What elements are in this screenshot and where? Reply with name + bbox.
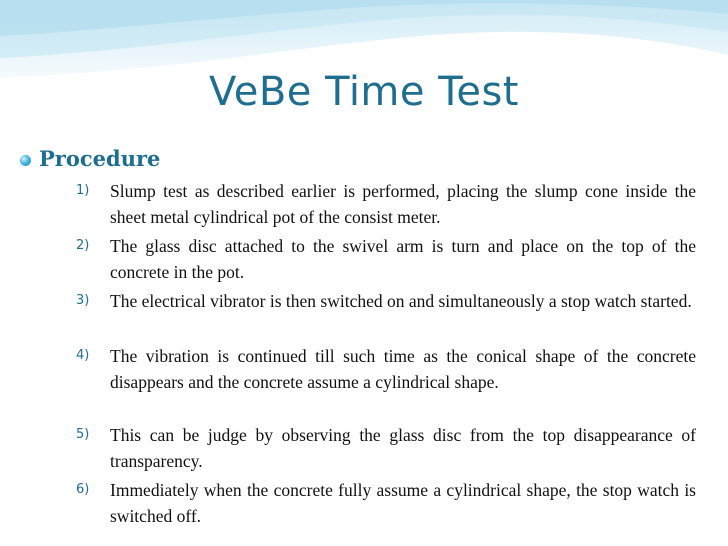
step-text: The glass disc attached to the swivel arm is turn and place on the top of the concrete in the pot. [110,236,696,282]
step-number: 1) [76,183,90,198]
step-number: 6) [76,482,90,497]
step-item [76,477,696,529]
step-text: Immediately when the concrete fully assume a cylindrical shape, the stop watch is switched off. [110,480,696,526]
step-text: The vibration is continued till such time as the conical shape of the concrete disappears and the concrete assume a cylindrical shape. [110,346,696,392]
slide-title: VeBe Time Test [208,69,519,115]
step-item [76,233,696,285]
step-text: Slump test as described earlier is performed, placing the slump cone inside the sheet metal cylindrical pot of the consist meter. [110,181,696,227]
step-number: 5) [76,427,90,442]
step-item [76,343,696,395]
step-item [76,178,696,230]
step-text: The electrical vibrator is then switched on and simultaneously a stop watch started. [110,291,692,311]
step-text: This can be judge by observing the glass disc from the top disappearance of transparency. [110,425,696,471]
step-number: 2) [76,238,90,253]
procedure-heading: Procedure [39,146,161,171]
step-number: 4) [76,348,90,363]
step-number: 3) [76,293,90,308]
step-item [76,288,696,314]
step-item [76,422,696,474]
